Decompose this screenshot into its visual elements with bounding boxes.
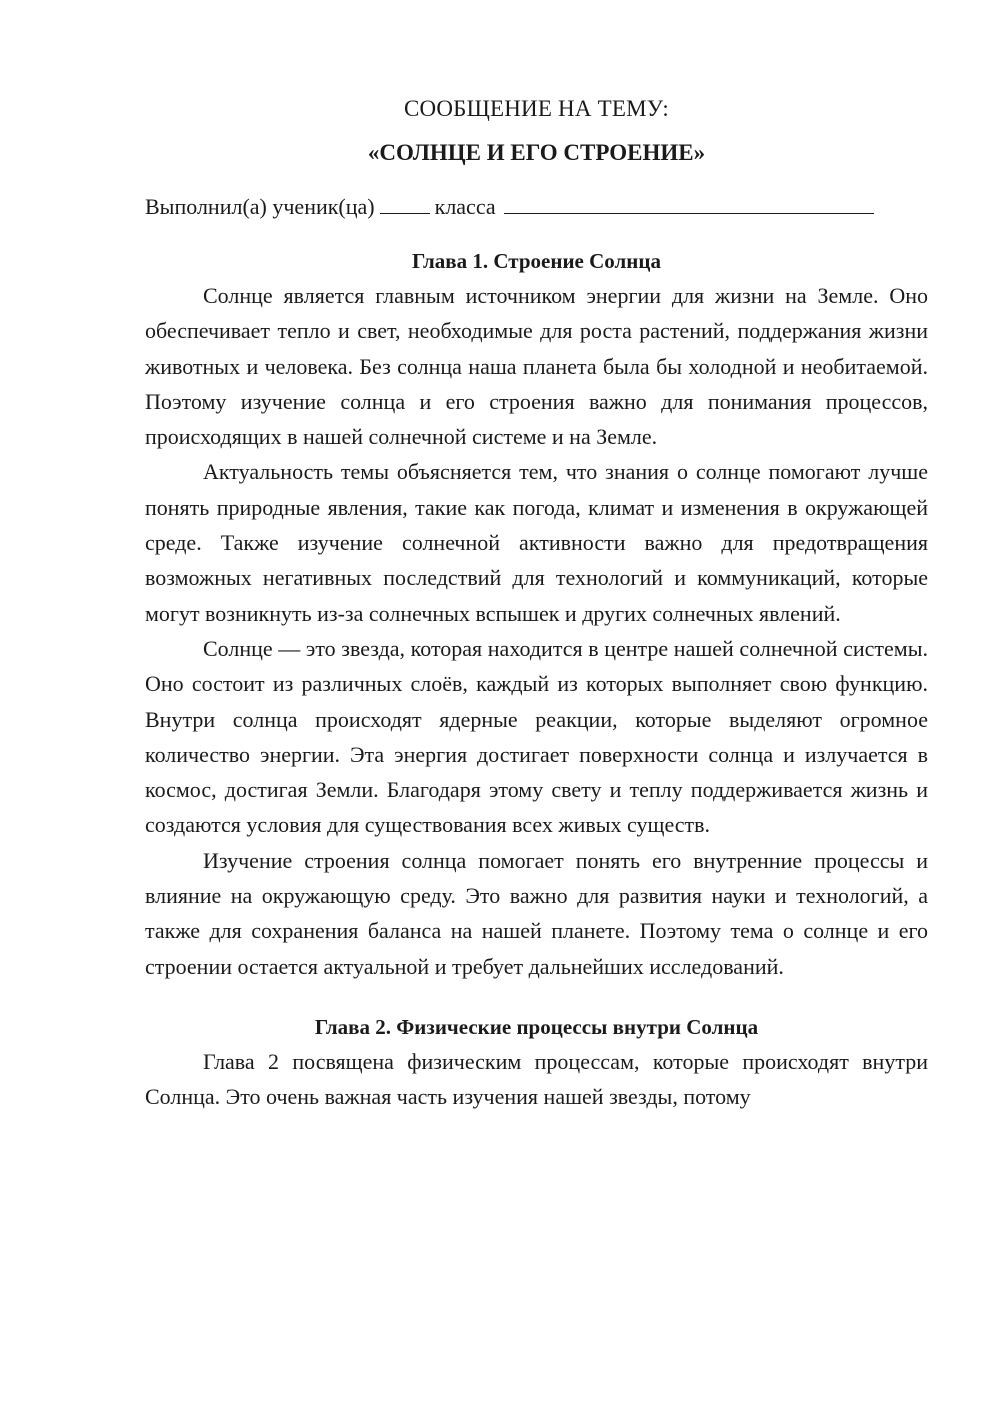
author-line bbox=[145, 190, 928, 224]
document-page bbox=[145, 92, 928, 1115]
performed-by-label: Выполнил(а) ученик(ца) bbox=[145, 194, 375, 219]
name-blank bbox=[504, 191, 874, 214]
chapter2-heading: Глава 2. Физические процессы внутри Солнца bbox=[314, 1014, 759, 1039]
chapter1-paragraph: Солнце — это звезда, которая находится в центре нашей солнечной системы. Оно состоит из различных слоёв, каждый из которых выполняет свою функцию. Внутри солнца происходят ядерные реакции, которые выделяют огромное количество энергии. Эта энергия достигает поверхности солнца и излучается в космос, достигая Земли. Благодаря этому свету и теплу поддерживается жизнь и создаются условия для существования всех живых существ. bbox=[145, 635, 928, 838]
chapter1-paragraph: Солнце является главным источником энергии для жизни на Земле. Оно обеспечивает тепло и свет, необходимые для роста растений, поддержания жизни животных и человека. Без солнца наша планета была бы холодной и необитаемой. Поэтому изучение солнца и его строения важно для понимания процессов, происходящих в нашей солнечной системе и на Земле. bbox=[145, 283, 928, 450]
chapter1-paragraph: Актуальность темы объясняется тем, что знания о солнце помогают лучше понять природные явления, такие как погода, климат и изменения в окружающей среде. Также изучение солнечной активности важно для предотвращения возможных негативных последствий для технологий и коммуникаций, которые могут возникнуть из-за солнечных вспышек и других солнечных явлений. bbox=[145, 459, 928, 626]
class-label: класса bbox=[434, 194, 496, 219]
chapter1-paragraph: Изучение строения солнца помогает понять его внутренние процессы и влияние на окружающую среду. Это важно для развития науки и технологий, а также для сохранения баланса на нашей планете. Поэтому тема о солнце и его строении остается актуальной и требует дальнейших исследований. bbox=[145, 847, 928, 979]
chapter1-heading: Глава 1. Строение Солнца bbox=[412, 249, 661, 273]
chapter2-paragraph: Глава 2 посвящена физическим процессам, которые происходят внутри Солнца. Это очень важная часть изучения нашей звезды, потому bbox=[145, 1048, 928, 1110]
document-title-line1: СООБЩЕНИЕ НА ТЕМУ: bbox=[404, 96, 669, 121]
grade-blank bbox=[380, 191, 430, 214]
document-title-line2: «СОЛНЦЕ И ЕГО СТРОЕНИЕ» bbox=[367, 140, 706, 165]
